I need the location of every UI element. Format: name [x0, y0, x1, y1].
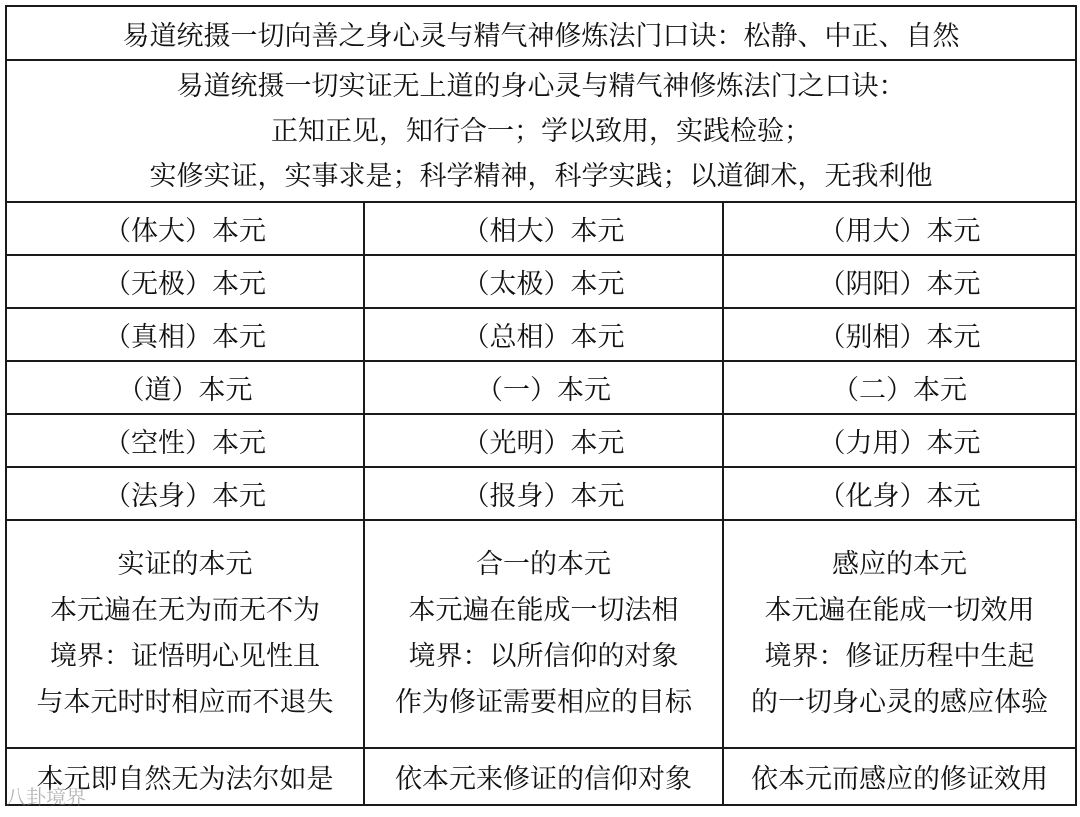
description-heading: 合一的本元: [476, 549, 611, 580]
grid-row: [6, 255, 1076, 308]
motto-row: [6, 60, 1076, 202]
description-line: 本元遍在能成一切法相: [408, 595, 679, 626]
grid-cell: （道）本元: [6, 361, 364, 414]
description-heading: 感应的本元: [832, 549, 968, 580]
grid-cell: （别相）本元: [723, 308, 1076, 361]
footer-cell: 依本元而感应的修证效用: [723, 748, 1076, 805]
motto-cell: [6, 60, 1076, 202]
grid-cell: （阴阳）本元: [723, 255, 1076, 308]
watermark: 八卦境界: [6, 785, 86, 809]
grid-cell: （一）本元: [364, 361, 723, 414]
grid-cell: （法身）本元: [6, 467, 364, 520]
motto-line-1: 易道统摄一切实证无上道的身心灵与精气神修炼法门之口诀：: [176, 70, 906, 102]
description-line: 本元遍在能成一切效用: [764, 595, 1035, 626]
footer-row: [6, 748, 1076, 805]
grid-cell: （用大）本元: [723, 202, 1076, 255]
description-cell: [364, 520, 723, 748]
description-line: 境界：以所信仰的对象: [408, 641, 679, 672]
grid-cell: （光明）本元: [364, 414, 723, 467]
cultivation-table: [5, 5, 1077, 806]
description-line: 的一切身心灵的感应体验: [751, 687, 1049, 718]
description-line: 境界：修证历程中生起: [764, 641, 1035, 672]
description-row: [6, 520, 1076, 748]
grid-cell: （化身）本元: [723, 467, 1076, 520]
grid-row: [6, 202, 1076, 255]
description-line: 本元遍在无为而无不为: [50, 595, 320, 626]
footer-cell: 本元即自然无为法尔如是: [6, 748, 364, 805]
grid-row: [6, 467, 1076, 520]
grid-row: [6, 308, 1076, 361]
grid-cell: （体大）本元: [6, 202, 364, 255]
grid-row: [6, 414, 1076, 467]
description-line: 作为修证需要相应的目标: [395, 687, 692, 718]
grid-row: [6, 361, 1076, 414]
footer-cell: 依本元来修证的信仰对象: [364, 748, 723, 805]
grid-cell: （空性）本元: [6, 414, 364, 467]
grid-cell: （真相）本元: [6, 308, 364, 361]
grid-cell: （二）本元: [723, 361, 1076, 414]
description-line: 境界：证悟明心见性且: [50, 641, 320, 672]
description-cell: [723, 520, 1076, 748]
motto-line-3: 实修实证，实事求是；科学精神，科学实践；以道御术，无我利他: [149, 160, 933, 192]
motto-line-2: 正知正见，知行合一；学以致用，实践检验；: [271, 115, 812, 147]
grid-cell: （太极）本元: [364, 255, 723, 308]
grid-cell: （总相）本元: [364, 308, 723, 361]
grid-cell: （力用）本元: [723, 414, 1076, 467]
grid-cell: （相大）本元: [364, 202, 723, 255]
grid-cell: （报身）本元: [364, 467, 723, 520]
grid-cell: （无极）本元: [6, 255, 364, 308]
table-title: 易道统摄一切向善之身心灵与精气神修炼法门口诀：松静、中正、自然: [6, 6, 1076, 60]
description-cell: [6, 520, 364, 748]
description-heading: 实证的本元: [117, 549, 253, 580]
description-line: 与本元时时相应而不退失: [36, 687, 334, 718]
title-row: [6, 6, 1076, 60]
